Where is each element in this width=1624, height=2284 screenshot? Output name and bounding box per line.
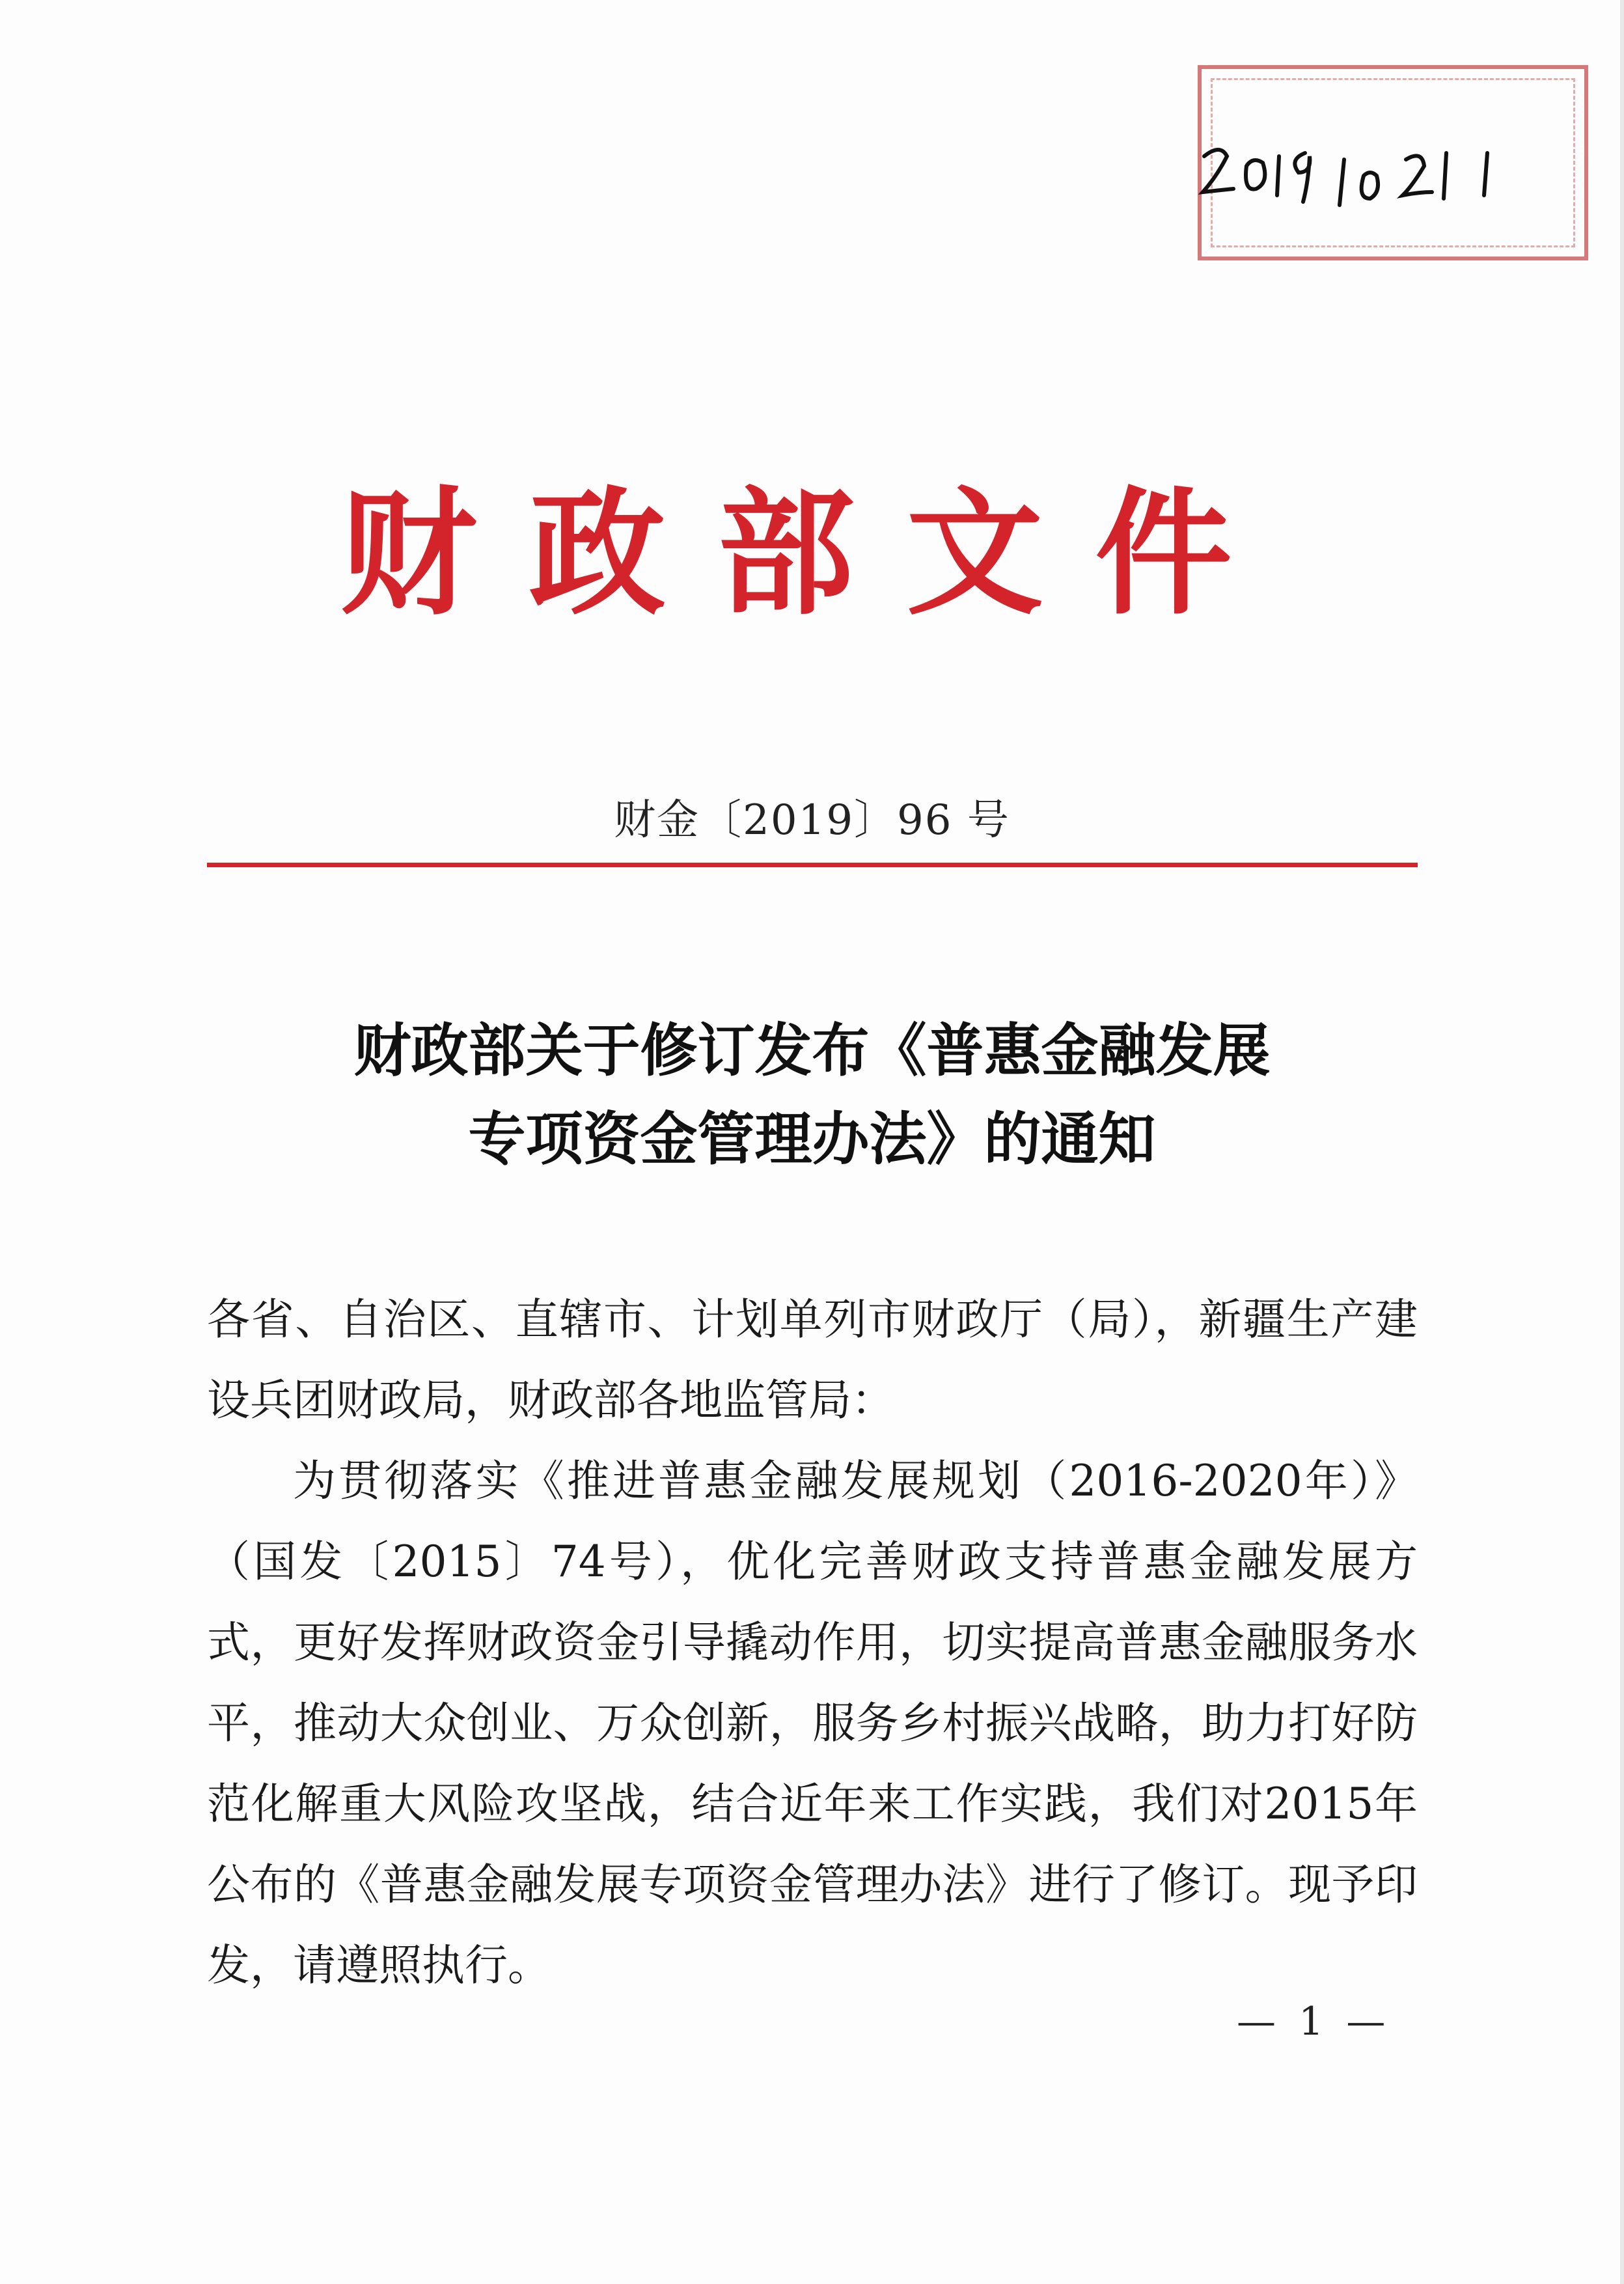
notice-title-line-2: 专项资金管理办法》的通知	[468, 1105, 1156, 1173]
scan-edge	[1620, 0, 1624, 2284]
red-separator-line	[207, 863, 1418, 867]
notice-title-line-1: 财政部关于修订发布《普惠金融发展	[353, 1016, 1271, 1084]
notice-body	[207, 1279, 1418, 2006]
page-number: — 1 —	[1237, 1999, 1391, 2044]
body-paragraph-1: 为贯彻落实《推进普惠金融发展规划（2016-2020年）》（国发〔2015〕74号），优化完善财政支持普惠金融发展方式，更好发挥财政资金引导撬动作用，切实提高普惠金融服务水平，推动大众创业、万众创新，服务乡村振兴战略，助力打好防范化解重大风险攻坚战，结合近年来工作实践，我们对2015年公布的《普惠金融发展专项资金管理办法》进行了修订。现予印发，请遵照执行。	[207, 1456, 1418, 1990]
notice-title	[0, 1006, 1624, 1183]
handwritten-date-signature	[1191, 130, 1530, 221]
document-header-title: 财政部文件	[340, 473, 1284, 634]
document-number: 财金〔2019〕96 号	[614, 796, 1010, 844]
addressee-paragraph: 各省、自治区、直辖市、计划单列市财政厅（局），新疆生产建设兵团财政局，财政部各地监管局：	[207, 1294, 1418, 1425]
